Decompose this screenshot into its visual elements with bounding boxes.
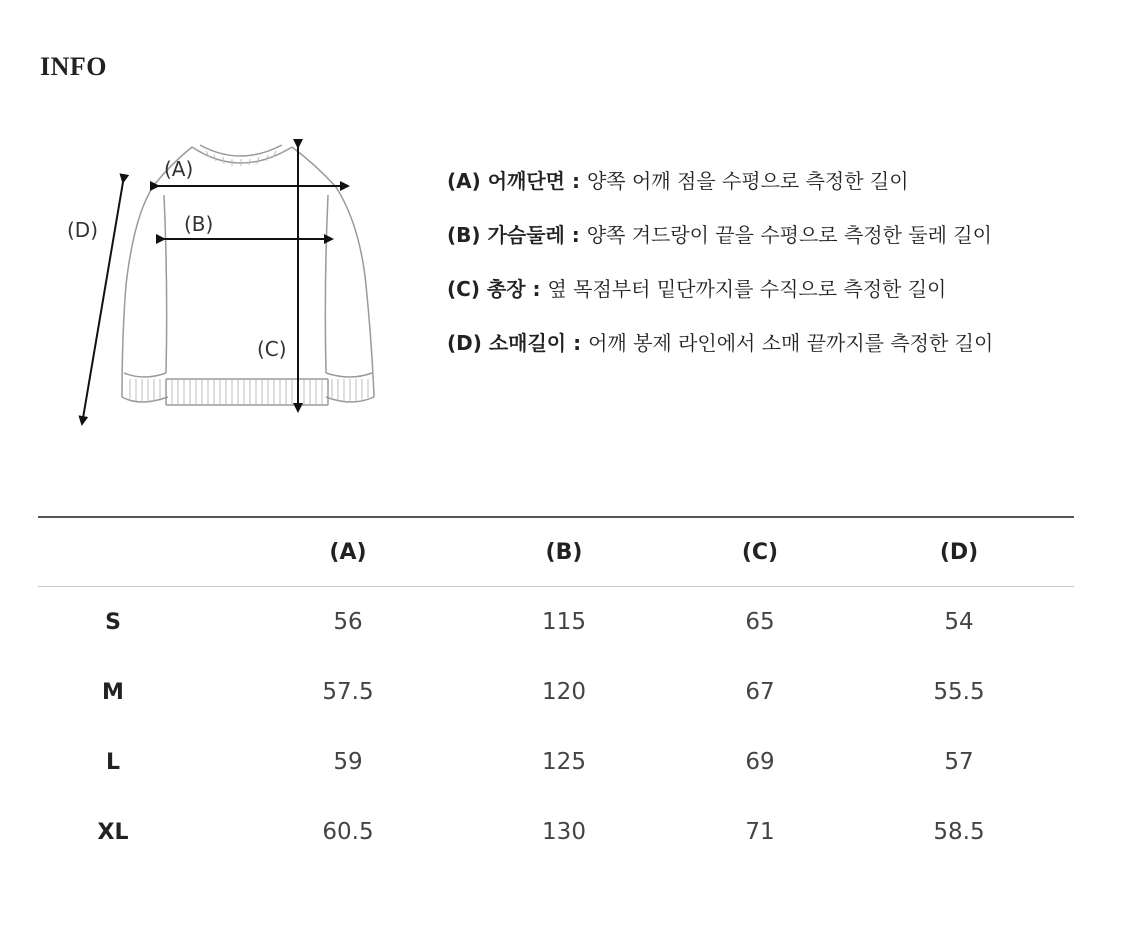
size-label: L — [105, 749, 121, 775]
header-d: (D) — [939, 539, 979, 565]
description-separator: : — [565, 169, 587, 193]
diagram-label-a: (A) — [164, 157, 194, 181]
diagram-label-d: (D) — [67, 218, 99, 242]
header-a: (A) — [329, 539, 367, 565]
value-b: 120 — [542, 679, 586, 705]
table-header-row — [38, 518, 1074, 587]
page-title: INFO — [40, 52, 107, 81]
description-separator: : — [566, 331, 589, 355]
value-d: 55.5 — [933, 679, 985, 705]
description-b — [447, 222, 993, 249]
value-d: 54 — [944, 609, 974, 635]
value-b: 115 — [542, 609, 586, 635]
size-label: XL — [97, 819, 129, 845]
table-row — [38, 657, 1074, 727]
value-a: 56 — [333, 609, 363, 635]
value-a: 60.5 — [322, 819, 374, 845]
table-row — [38, 587, 1074, 657]
description-separator: : — [564, 223, 587, 247]
description-c — [447, 276, 993, 303]
size-label: S — [105, 609, 121, 635]
value-c: 69 — [745, 749, 775, 775]
header-b: (B) — [545, 539, 583, 565]
description-text: 옆 목점부터 밑단까지를 수직으로 측정한 길이 — [547, 277, 947, 301]
value-d: 58.5 — [933, 819, 985, 845]
diagram-label-b: (B) — [184, 212, 214, 236]
value-a: 59 — [333, 749, 363, 775]
size-table — [38, 516, 1074, 867]
value-b: 130 — [542, 819, 586, 845]
description-separator: : — [525, 277, 548, 301]
value-c: 67 — [745, 679, 775, 705]
description-text: 양쪽 겨드랑이 끝을 수평으로 측정한 둘레 길이 — [586, 223, 992, 247]
sweater-illustration — [60, 135, 390, 435]
description-key: (D) 소매길이 — [447, 331, 567, 355]
description-key: (B) 가슴둘레 — [447, 223, 565, 247]
diagram-label-c: (C) — [257, 337, 287, 361]
sweater-measurement-diagram — [60, 135, 390, 435]
description-text: 양쪽 어깨 점을 수평으로 측정한 길이 — [586, 169, 909, 193]
description-a — [447, 168, 993, 195]
value-c: 65 — [745, 609, 775, 635]
header-c: (C) — [741, 539, 779, 565]
value-d: 57 — [944, 749, 974, 775]
table-row — [38, 727, 1074, 797]
table-row — [38, 797, 1074, 867]
value-a: 57.5 — [322, 679, 374, 705]
value-c: 71 — [745, 819, 775, 845]
measurement-descriptions — [447, 168, 993, 384]
description-text: 어깨 봉제 라인에서 소매 끝까지를 측정한 길이 — [588, 331, 994, 355]
description-d — [447, 330, 993, 357]
size-label: M — [102, 679, 124, 705]
description-key: (C) 총장 — [447, 277, 526, 301]
value-b: 125 — [542, 749, 586, 775]
description-key: (A) 어깨단면 — [447, 169, 566, 193]
